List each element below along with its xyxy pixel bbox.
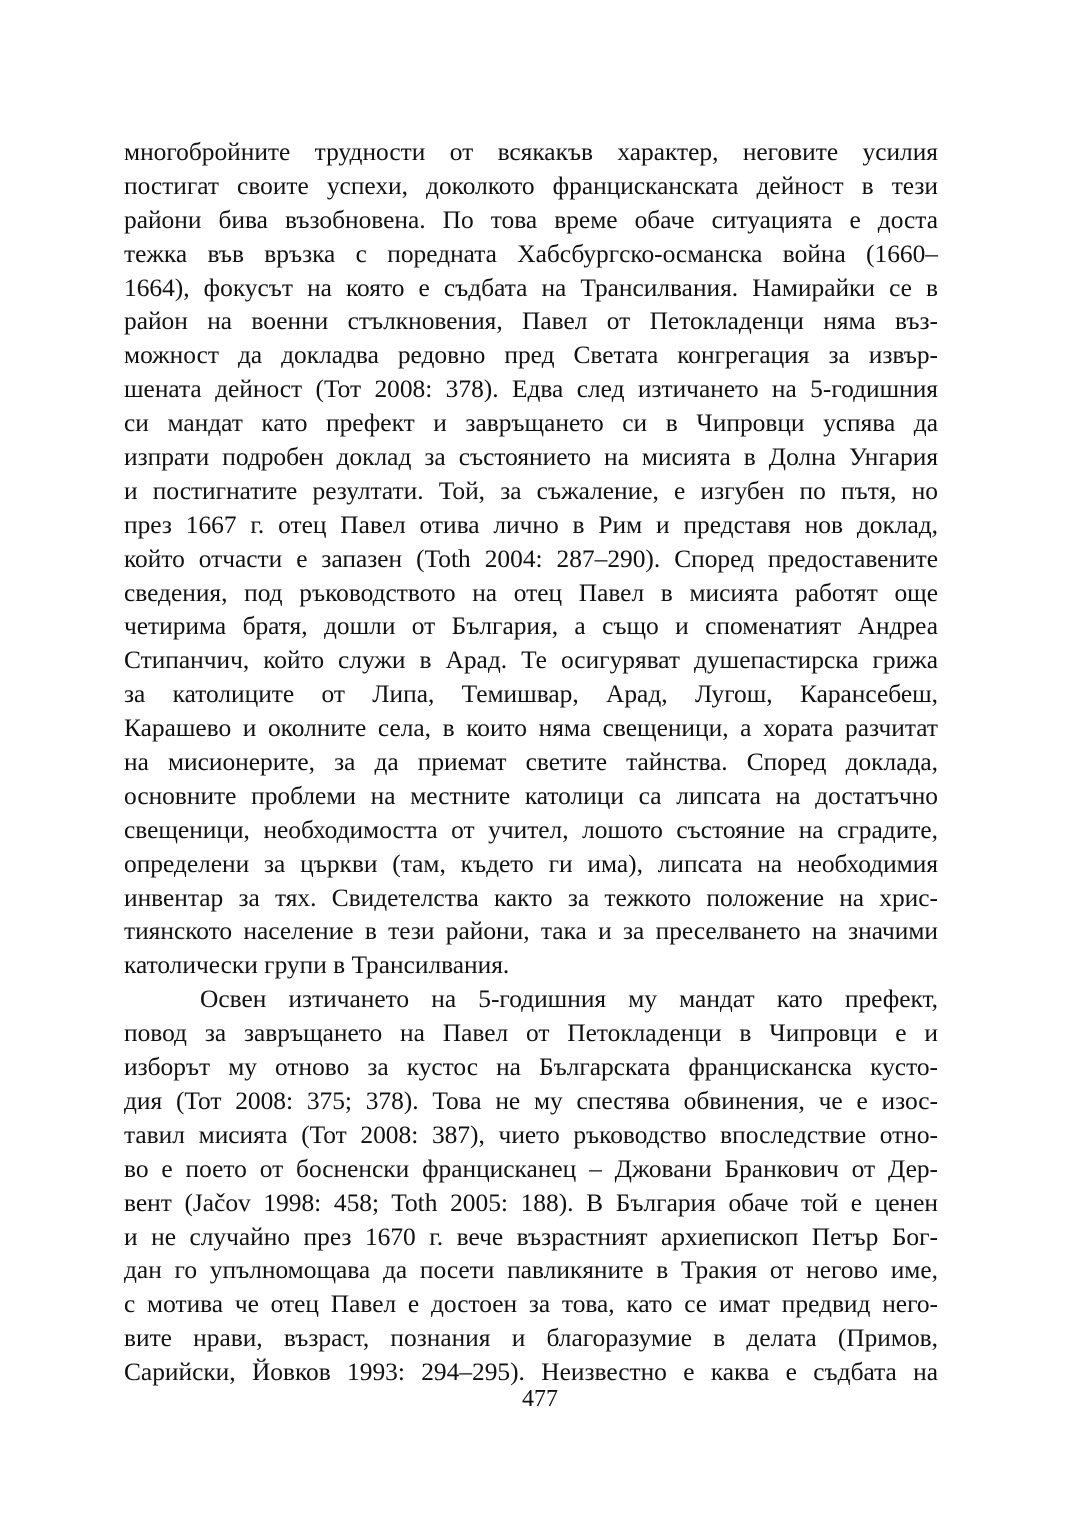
text-line: инвентар за тях. Свидетелства както за тежкото положение на хрис- xyxy=(124,883,938,912)
text-line: изпрати подробен доклад за състоянието на мисията в Долна Унгария xyxy=(124,443,938,472)
text-line: на мисионерите, за да приемат светите тайнства. Според доклада, xyxy=(124,748,938,777)
text-line: вент (Jačov 1998: 458; Toth 2005: 188). В България обаче той е ценен xyxy=(124,1188,938,1217)
text-line: изборът му отново за кустос на Българската францисканска кусто- xyxy=(124,1053,938,1082)
text-line: и не случайно през 1670 г. вече възрастният архиепископ Петър Бог- xyxy=(124,1222,938,1251)
body-text xyxy=(124,136,938,1390)
text-line: 1664), фокусът на която е съдбата на Трансилвания. Намирайки се в xyxy=(124,273,938,302)
text-line: дан го упълномощава да посети павликяните в Тракия от негово име, xyxy=(124,1256,938,1285)
text-line: постигат своите успехи, доколкото францисканската дейност в тези xyxy=(124,171,938,200)
text-line: повод за завръщането на Павел от Петокладенци в Чипровци е и xyxy=(124,1019,938,1048)
text-line: райони бива възобновена. По това време обаче ситуацията е доста xyxy=(124,205,938,234)
paragraph xyxy=(124,136,938,983)
text-line: вите нрави, възраст, познания и благоразумие в делата (Примов, xyxy=(124,1324,938,1353)
text-line: во е поето от босненски францисканец – Джовани Бранкович от Дер- xyxy=(124,1154,938,1183)
text-line: можност да докладва редовно пред Светата конгрегация за извър- xyxy=(124,341,938,370)
text-line: определени за църкви (там, където ги има), липсата на необходимия xyxy=(124,849,938,878)
text-line: Стипанчич, който служи в Арад. Те осигуряват душепастирска грижа xyxy=(124,646,938,675)
text-line: Сарийски, Йовков 1993: 294–295). Неизвестно е каква е съдбата на xyxy=(124,1358,938,1387)
text-line: и постигнатите резултати. Той, за съжаление, е изгубен по пътя, но xyxy=(124,476,938,505)
text-line: Освен изтичането на 5-годишния му мандат като префект, xyxy=(200,985,938,1014)
text-line: тежка във връзка с поредната Хабсбургско-османска война (1660– xyxy=(124,239,938,268)
text-line: основните проблеми на местните католици са липсата на достатъчно xyxy=(124,781,938,810)
text-line: който отчасти е запазен (Toth 2004: 287–290). Според предоставените xyxy=(124,544,938,573)
page-number: 477 xyxy=(522,1386,558,1412)
text-line: през 1667 г. отец Павел отива лично в Рим и представя нов доклад, xyxy=(124,510,938,539)
text-line: четирима братя, дошли от България, а също и споменатият Андреа xyxy=(124,612,938,641)
text-line: с мотива че отец Павел е достоен за това, като се имат предвид него- xyxy=(124,1290,938,1319)
text-line: многобройните трудности от всякакъв характер, неговите усилия xyxy=(124,138,938,166)
text-line: за католиците от Липа, Темишвар, Арад, Лугош, Карансебеш, xyxy=(124,680,938,709)
text-line: тиянското население в тези райони, така и за преселването на значими xyxy=(124,917,938,946)
text-line: католически групи в Трансилвания. xyxy=(124,951,510,980)
text-line: тавил мисията (Тот 2008: 387), чието ръководство впоследствие отно- xyxy=(124,1120,938,1149)
text-line: си мандат като префект и завръщането си в Чипровци успява да xyxy=(124,409,938,438)
text-line: Карашево и околните села, в които няма свещеници, а хората разчитат xyxy=(124,714,938,743)
text-line: шената дейност (Тот 2008: 378). Едва след изтичането на 5-годишния xyxy=(124,375,938,404)
text-line: свещеници, необходимостта от учител, лошото състояние на сградите, xyxy=(124,815,938,844)
text-line: район на военни стълкновения, Павел от Петокладенци няма въз- xyxy=(124,307,938,336)
text-line: сведения, под ръководството на отец Павел в мисията работят още xyxy=(124,578,938,607)
paragraph xyxy=(124,983,938,1390)
text-line: дия (Тот 2008: 375; 378). Това не му спестява обвинения, че е изос- xyxy=(124,1086,938,1115)
